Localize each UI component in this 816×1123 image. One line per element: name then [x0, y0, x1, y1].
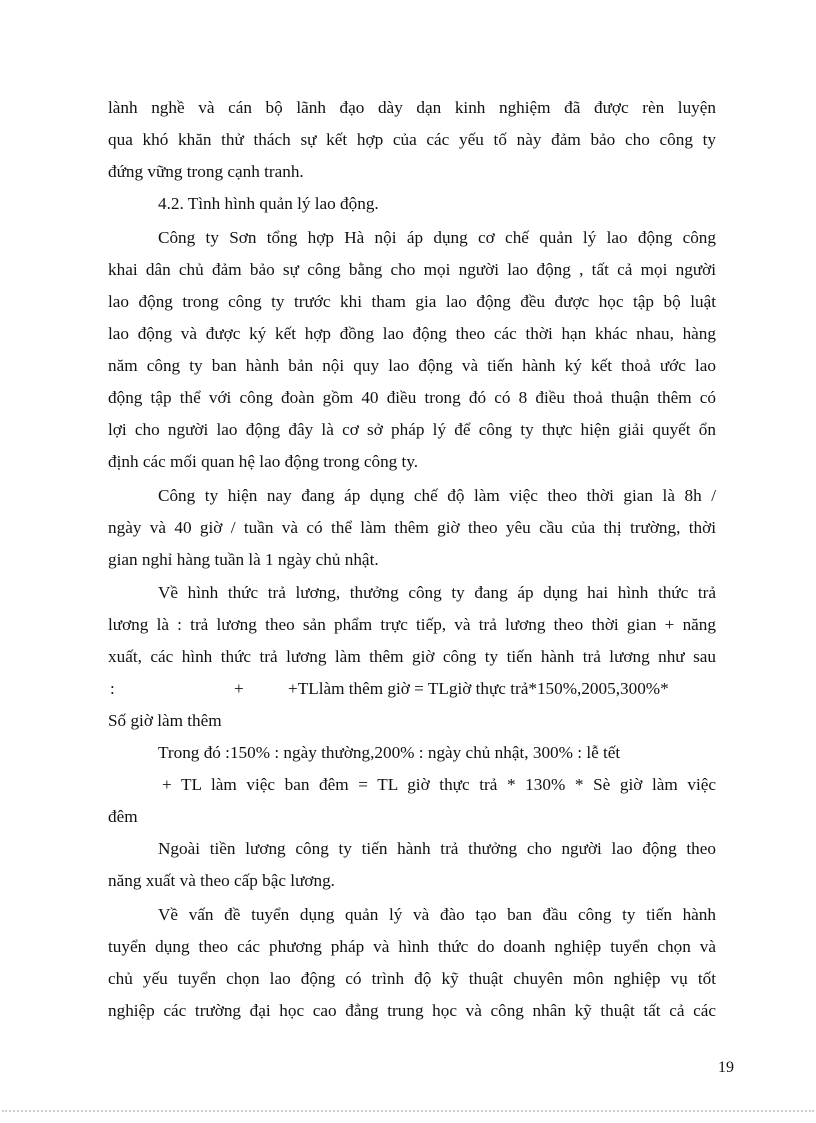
text-line: Số giờ làm thêm [108, 711, 222, 730]
formula-overtime: +TLlàm thêm giờ = TLgiờ thực trả*150%,2005,300%* [288, 679, 669, 698]
text-line: gian nghỉ hàng tuần là 1 ngày chủ nhật. [108, 550, 379, 569]
text-line: Trong đó :150% : ngày thường,200% : ngày chủ nhật, 300% : lễ tết [158, 743, 621, 762]
text-line: đứng vững trong cạnh tranh. [108, 162, 304, 181]
text-line: Về vấn đề tuyển dụng quản lý và đào tạo ban đầu công ty tiến hành [158, 905, 716, 924]
text-line: định các mối quan hệ lao động trong công ty. [108, 452, 419, 471]
text-line: Về hình thức trả lương, thưởng công ty đang áp dụng hai hình thức trả [158, 583, 716, 602]
formula-night-work: + TL làm việc ban đêm = TL giờ thực trả * 130% * Sè giờ làm việc [162, 775, 716, 794]
page-divider [2, 1110, 814, 1112]
text-line: lợi cho người lao động đây là cơ sở pháp lý để công ty thực hiện giải quyết ổn [108, 420, 716, 439]
text-line: chủ yếu tuyển chọn lao động có trình độ kỹ thuật chuyên môn nghiệp vụ tốt [108, 969, 716, 988]
text-line: đêm [108, 807, 138, 826]
text-line: lao động và được ký kết hợp đồng lao động theo các thời hạn khác nhau, hàng [108, 324, 716, 343]
text-line: Công ty Sơn tổng hợp Hà nội áp dụng cơ chế quản lý lao động công [158, 228, 716, 247]
text-line: năm công ty ban hành bản nội quy lao động và tiến hành ký kết thoả ước lao [108, 356, 716, 375]
text-line: động tập thể với công đoàn gồm 40 điều trong đó có 8 điều thoả thuận thêm có [108, 388, 716, 407]
text-line: Công ty hiện nay đang áp dụng chế độ làm việc theo thời gian là 8h / [158, 486, 716, 505]
text-line: ngày và 40 giờ / tuần và có thể làm thêm giờ theo yêu cầu của thị trường, thời [108, 518, 716, 537]
text-line: lương là : trả lương theo sản phẩm trực tiếp, và trả lương theo thời gian + năng [108, 615, 716, 634]
formula-plus: + [234, 679, 244, 698]
text-line: xuất, các hình thức trả lương làm thêm giờ công ty tiến hành trả lương như sau [108, 647, 716, 666]
page-number: 19 [718, 1059, 734, 1076]
text-line: lao động trong công ty trước khi tham gia lao động đều được học tập bộ luật [108, 292, 716, 311]
section-heading: 4.2. Tình hình quản lý lao động. [158, 194, 379, 213]
text-line: Ngoài tiền lương công ty tiến hành trả thưởng cho người lao động theo [158, 839, 716, 858]
text-line: qua khó khăn thử thách sự kết hợp của các yếu tố này đảm bảo cho công ty [108, 130, 716, 149]
text-line: lành nghề và cán bộ lãnh đạo dày dạn kinh nghiệm đã được rèn luyện [108, 98, 716, 117]
text-line: khai dân chủ đảm bảo sự công bằng cho mọi người lao động , tất cả mọi người [108, 260, 716, 279]
text-line: nghiệp các trường đại học cao đẳng trung học và công nhân kỹ thuật tất cả các [108, 1001, 716, 1020]
formula-colon: : [110, 679, 115, 698]
text-line: tuyển dụng theo các phương pháp và hình thức do doanh nghiệp tuyển chọn và [108, 937, 716, 956]
text-line: năng xuất và theo cấp bậc lương. [108, 871, 335, 890]
